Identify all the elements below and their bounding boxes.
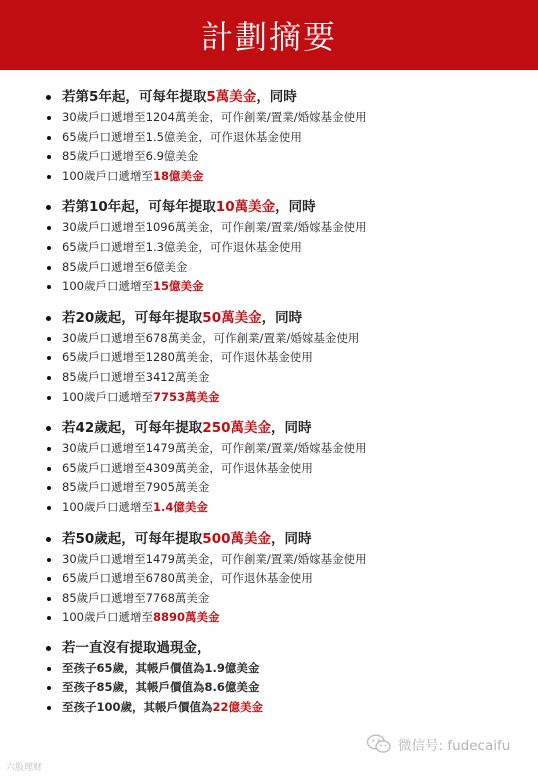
heading-prefix: 若50歲起，可每年提取	[62, 530, 203, 547]
list-item	[0, 659, 538, 679]
list-item	[0, 329, 538, 349]
heading-suffix: ，同時	[270, 530, 312, 547]
list-item	[0, 388, 538, 408]
heading-amount: 10萬美金	[215, 199, 276, 216]
list-item	[0, 589, 538, 609]
list-item	[0, 498, 538, 518]
list-item	[0, 277, 538, 297]
heading-text: 若一直沒有提取過現金，	[62, 639, 211, 656]
item-text: 100歲戶口遞增至	[62, 389, 153, 404]
item-text: 30歲戶口遞增至1096萬美金，可作創業/置業/婚嫁基金使用	[62, 220, 367, 235]
item-text: 100歲戶口遞增至	[62, 499, 153, 514]
list-item	[0, 218, 538, 238]
item-text: 至孩子100歲，其帳戶價值為	[62, 700, 213, 715]
heading-amount: 250萬美金	[202, 420, 271, 437]
item-highlight: 8890萬美金	[152, 610, 220, 625]
wechat-watermark	[366, 734, 510, 754]
list-item	[0, 478, 538, 498]
source-watermark: 六股理财	[6, 763, 43, 773]
plan-section-year-10	[0, 196, 538, 296]
item-text: 至孩子85歲，其帳戶價值為8.6億美金	[62, 680, 260, 695]
item-text: 30歲戶口遞增至1479萬美金，可作創業/置業/婚嫁基金使用	[62, 441, 367, 456]
plan-section-year-5	[0, 86, 538, 186]
list-item	[0, 698, 538, 718]
list-item	[0, 167, 538, 187]
heading-suffix: ，同時	[275, 199, 316, 216]
item-text: 至孩子65歲，其帳戶價值為1.9億美金	[62, 660, 260, 675]
list-item	[0, 569, 538, 589]
heading-suffix: ，同時	[256, 89, 297, 105]
item-highlight: 18億美金	[152, 168, 204, 183]
list-item	[0, 368, 538, 388]
list-item	[0, 128, 538, 148]
item-text: 85歲戶口遞增至6億美金	[62, 259, 188, 274]
wechat-icon	[366, 734, 392, 754]
item-text: 65歲戶口遞增至1280萬美金，可作退休基金使用	[62, 350, 313, 365]
heading-prefix: 若第10年起，可每年提取	[62, 199, 216, 216]
list-item	[0, 108, 538, 128]
section-heading	[0, 196, 538, 218]
heading-amount: 50萬美金	[202, 309, 262, 326]
item-text: 30歲戶口遞增至678萬美金，可作創業/置業/婚嫁基金使用	[62, 330, 360, 345]
item-text: 85歲戶口遞增至7905萬美金	[62, 480, 210, 495]
list-item	[0, 550, 538, 570]
section-heading	[0, 417, 538, 439]
item-highlight: 22億美金	[212, 700, 264, 715]
item-text: 100歲戶口遞增至	[62, 610, 153, 625]
item-text: 65歲戶口遞增至4309萬美金，可作退休基金使用	[62, 460, 313, 475]
item-text: 85歲戶口遞增至7768萬美金	[62, 590, 210, 605]
item-highlight: 15億美金	[152, 279, 204, 294]
list-item	[0, 608, 538, 628]
plan-summary	[0, 86, 538, 718]
list-item	[0, 439, 538, 459]
item-text: 85歲戶口遞增至6.9億美金	[62, 149, 199, 164]
heading-amount: 500萬美金	[202, 530, 271, 547]
item-text: 100歲戶口遞增至	[62, 279, 153, 294]
section-heading	[0, 637, 538, 659]
heading-suffix: ，同時	[261, 309, 303, 326]
section-heading	[0, 528, 538, 550]
heading-prefix: 若第5年起，可每年提取	[62, 89, 207, 105]
item-text: 30歲戶口遞增至1204萬美金，可作創業/置業/婚嫁基金使用	[62, 110, 367, 124]
plan-section-age-42	[0, 417, 538, 517]
list-item	[0, 238, 538, 258]
list-item	[0, 258, 538, 278]
plan-section-no-withdrawal	[0, 637, 538, 718]
page-title: 計劃摘要	[200, 18, 337, 56]
wechat-id: 微信号: fudecaifu	[398, 738, 511, 754]
plan-section-age-20	[0, 307, 538, 407]
heading-suffix: ，同時	[270, 420, 312, 437]
heading-amount: 5萬美金	[206, 89, 257, 105]
item-text: 100歲戶口遞增至	[62, 168, 153, 183]
title-banner	[0, 0, 538, 70]
item-text: 65歲戶口遞增至1.5億美金，可作退休基金使用	[62, 129, 302, 144]
item-text: 85歲戶口遞增至3412萬美金	[62, 369, 210, 384]
section-heading	[0, 86, 538, 108]
list-item	[0, 459, 538, 479]
item-highlight: 1.4億美金	[152, 499, 208, 514]
plan-section-age-50	[0, 528, 538, 628]
list-item	[0, 147, 538, 167]
item-highlight: 7753萬美金	[152, 389, 220, 404]
list-item	[0, 348, 538, 368]
item-text: 65歲戶口遞增至1.3億美金，可作退休基金使用	[62, 239, 302, 254]
item-text: 65歲戶口遞增至6780萬美金，可作退休基金使用	[62, 571, 313, 586]
section-heading	[0, 307, 538, 329]
heading-prefix: 若20歲起，可每年提取	[62, 309, 203, 326]
item-text: 30歲戶口遞增至1479萬美金，可作創業/置業/婚嫁基金使用	[62, 551, 367, 566]
heading-prefix: 若42歲起，可每年提取	[62, 420, 203, 437]
list-item	[0, 678, 538, 698]
